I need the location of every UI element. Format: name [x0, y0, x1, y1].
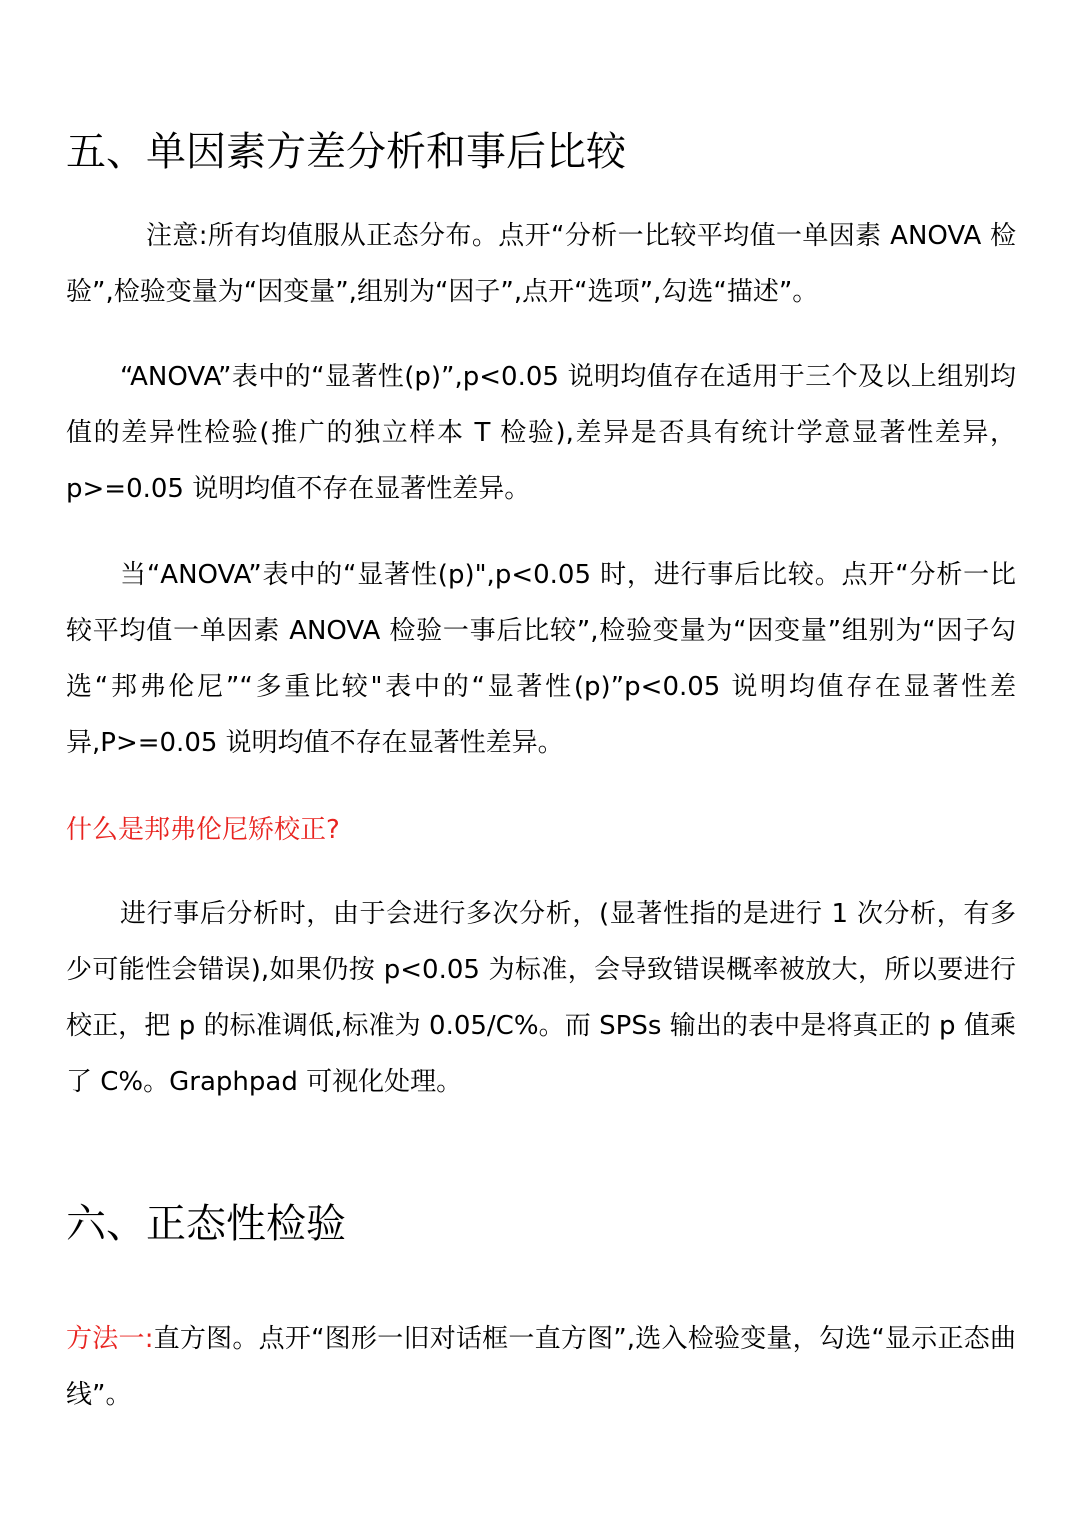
- section-6-heading: 六、正态性检验: [66, 1201, 346, 1247]
- section-5-paragraph-bonferroni: 进行事后分析时，由于会进行多次分析，(显著性指的是进行 1 次分析，有多少可能性会错误),如果仍按 p<0.05 为标准，会导致错误概率被放大，所以要进行校正，把 p 的标准调低,标准为 0.05/C%。而 SPSs 输出的表中是将真正的 p 值乘了 C%。Graphpad 可视化处理。: [66, 899, 1016, 1097]
- bonferroni-question: 什么是邦弗伦尼矫校正?: [66, 815, 340, 845]
- section-5-heading: 五、单因素方差分析和事后比较: [66, 129, 626, 175]
- section-5-paragraph-note: 注意:所有均值服从正态分布。点开“分析一比较平均值一单因素 ANOVA 检验”,检验变量为“因变量”,组别为“因子”,点开“选项”,勾选“描述”。: [66, 221, 1016, 307]
- method-1-label: 方法一:: [66, 1324, 154, 1354]
- method-1-paragraph: [66, 1311, 1016, 1423]
- method-1-text: 直方图。点开“图形一旧对话框一直方图”,选入检验变量，勾选“显示正态曲线”。: [66, 1324, 1016, 1410]
- section-5-paragraph-posthoc: 当“ANOVA”表中的“显著性(p)",p<0.05 时，进行事后比较。点开“分析一比较平均值一单因素 ANOVA 检验一事后比较”,检验变量为“因变量”组别为“因子勾选“邦弗伦尼”“多重比较"表中的“显著性(p)”p<0.05 说明均值存在显著性差异,P>=0.05 说明均值不存在显著性差异。: [66, 560, 1016, 758]
- section-5-paragraph-anova: “ANOVA”表中的“显著性(p)”,p<0.05 说明均值存在适用于三个及以上组别均值的差异性检验(推广的独立样本 T 检验),差异是否具有统计学意显著性差异，p>=0.05 说明均值不存在显著性差异。: [66, 362, 1016, 504]
